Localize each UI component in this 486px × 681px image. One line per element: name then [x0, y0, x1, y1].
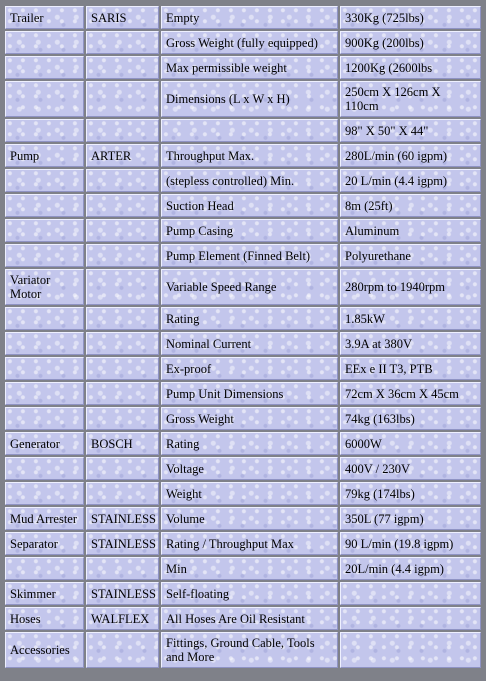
item-cell: Empty [161, 6, 338, 29]
table-row [5, 357, 481, 380]
table-row [5, 244, 481, 267]
table-row [5, 269, 481, 305]
table-row [5, 532, 481, 555]
brand-cell [86, 332, 159, 355]
table-row [5, 557, 481, 580]
item-cell: Pump Casing [161, 219, 338, 242]
table-row [5, 482, 481, 505]
brand-cell [86, 307, 159, 330]
table-row [5, 144, 481, 167]
value-cell: 74kg (163lbs) [340, 407, 481, 430]
brand-cell [86, 56, 159, 79]
table-row [5, 31, 481, 54]
brand-cell [86, 482, 159, 505]
value-cell: 400V / 230V [340, 457, 481, 480]
table-row [5, 332, 481, 355]
brand-cell [86, 194, 159, 217]
item-cell [161, 119, 338, 142]
brand-cell [86, 169, 159, 192]
component-cell: Skimmer [5, 582, 84, 605]
component-cell [5, 219, 84, 242]
brand-cell [86, 382, 159, 405]
brand-cell [86, 407, 159, 430]
table-row [5, 194, 481, 217]
item-cell: Ex-proof [161, 357, 338, 380]
value-cell: 900Kg (200lbs) [340, 31, 481, 54]
value-cell [340, 632, 481, 668]
value-cell: 280L/min (60 igpm) [340, 144, 481, 167]
item-cell: Volume [161, 507, 338, 530]
value-cell: 330Kg (725lbs) [340, 6, 481, 29]
item-cell: Rating [161, 307, 338, 330]
table-row [5, 432, 481, 455]
value-cell: 8m (25ft) [340, 194, 481, 217]
value-cell [340, 582, 481, 605]
table-row [5, 307, 481, 330]
component-cell [5, 357, 84, 380]
component-cell: Generator [5, 432, 84, 455]
brand-cell: ARTER [86, 144, 159, 167]
brand-cell [86, 31, 159, 54]
value-cell: 90 L/min (19.8 igpm) [340, 532, 481, 555]
value-cell: 350L (77 igpm) [340, 507, 481, 530]
specifications-table-body [5, 6, 481, 668]
brand-cell: BOSCH [86, 432, 159, 455]
item-cell: Max permissible weight [161, 56, 338, 79]
specifications-table [3, 4, 483, 670]
table-row [5, 457, 481, 480]
table-row [5, 382, 481, 405]
component-cell [5, 482, 84, 505]
component-cell [5, 332, 84, 355]
item-cell: All Hoses Are Oil Resistant [161, 607, 338, 630]
table-row [5, 582, 481, 605]
component-cell [5, 407, 84, 430]
table-row [5, 81, 481, 117]
brand-cell [86, 269, 159, 305]
brand-cell: SARIS [86, 6, 159, 29]
component-cell: Mud Arrester [5, 507, 84, 530]
component-cell [5, 194, 84, 217]
item-cell: Gross Weight (fully equipped) [161, 31, 338, 54]
table-row [5, 507, 481, 530]
value-cell: 1200Kg (2600lbs [340, 56, 481, 79]
table-row [5, 607, 481, 630]
value-cell: 250cm X 126cm X 110cm [340, 81, 481, 117]
component-cell: Variator Motor [5, 269, 84, 305]
item-cell: Pump Element (Finned Belt) [161, 244, 338, 267]
component-cell [5, 31, 84, 54]
value-cell: Polyurethane [340, 244, 481, 267]
table-row [5, 56, 481, 79]
item-cell: Self-floating [161, 582, 338, 605]
brand-cell [86, 219, 159, 242]
table-row [5, 119, 481, 142]
value-cell: 98" X 50" X 44" [340, 119, 481, 142]
value-cell: EEx e II T3, PTB [340, 357, 481, 380]
value-cell: 79kg (174lbs) [340, 482, 481, 505]
item-cell: Variable Speed Range [161, 269, 338, 305]
value-cell: 280rpm to 1940rpm [340, 269, 481, 305]
item-cell: (stepless controlled) Min. [161, 169, 338, 192]
component-cell [5, 81, 84, 117]
brand-cell [86, 457, 159, 480]
value-cell: Aluminum [340, 219, 481, 242]
table-row [5, 169, 481, 192]
component-cell [5, 56, 84, 79]
value-cell: 1.85kW [340, 307, 481, 330]
item-cell: Gross Weight [161, 407, 338, 430]
brand-cell [86, 119, 159, 142]
value-cell: 6000W [340, 432, 481, 455]
item-cell: Min [161, 557, 338, 580]
component-cell: Accessories [5, 632, 84, 668]
table-row [5, 6, 481, 29]
item-cell: Weight [161, 482, 338, 505]
component-cell [5, 307, 84, 330]
brand-cell [86, 357, 159, 380]
component-cell: Separator [5, 532, 84, 555]
item-cell: Rating [161, 432, 338, 455]
brand-cell: WALFLEX [86, 607, 159, 630]
item-cell: Fittings, Ground Cable, Tools and More [161, 632, 338, 668]
item-cell: Voltage [161, 457, 338, 480]
brand-cell [86, 81, 159, 117]
brand-cell: STAINLESS [86, 507, 159, 530]
brand-cell: STAINLESS [86, 532, 159, 555]
item-cell: Throughput Max. [161, 144, 338, 167]
component-cell: Hoses [5, 607, 84, 630]
item-cell: Pump Unit Dimensions [161, 382, 338, 405]
brand-cell [86, 244, 159, 267]
component-cell [5, 244, 84, 267]
component-cell [5, 457, 84, 480]
item-cell: Dimensions (L x W x H) [161, 81, 338, 117]
component-cell: Pump [5, 144, 84, 167]
component-cell: Trailer [5, 6, 84, 29]
value-cell: 20L/min (4.4 igpm) [340, 557, 481, 580]
brand-cell [86, 632, 159, 668]
value-cell: 3.9A at 380V [340, 332, 481, 355]
item-cell: Nominal Current [161, 332, 338, 355]
table-row [5, 219, 481, 242]
value-cell [340, 607, 481, 630]
brand-cell: STAINLESS [86, 582, 159, 605]
item-cell: Suction Head [161, 194, 338, 217]
table-row [5, 632, 481, 668]
table-row [5, 407, 481, 430]
brand-cell [86, 557, 159, 580]
item-cell: Rating / Throughput Max [161, 532, 338, 555]
component-cell [5, 382, 84, 405]
component-cell [5, 557, 84, 580]
value-cell: 72cm X 36cm X 45cm [340, 382, 481, 405]
component-cell [5, 119, 84, 142]
component-cell [5, 169, 84, 192]
value-cell: 20 L/min (4.4 igpm) [340, 169, 481, 192]
